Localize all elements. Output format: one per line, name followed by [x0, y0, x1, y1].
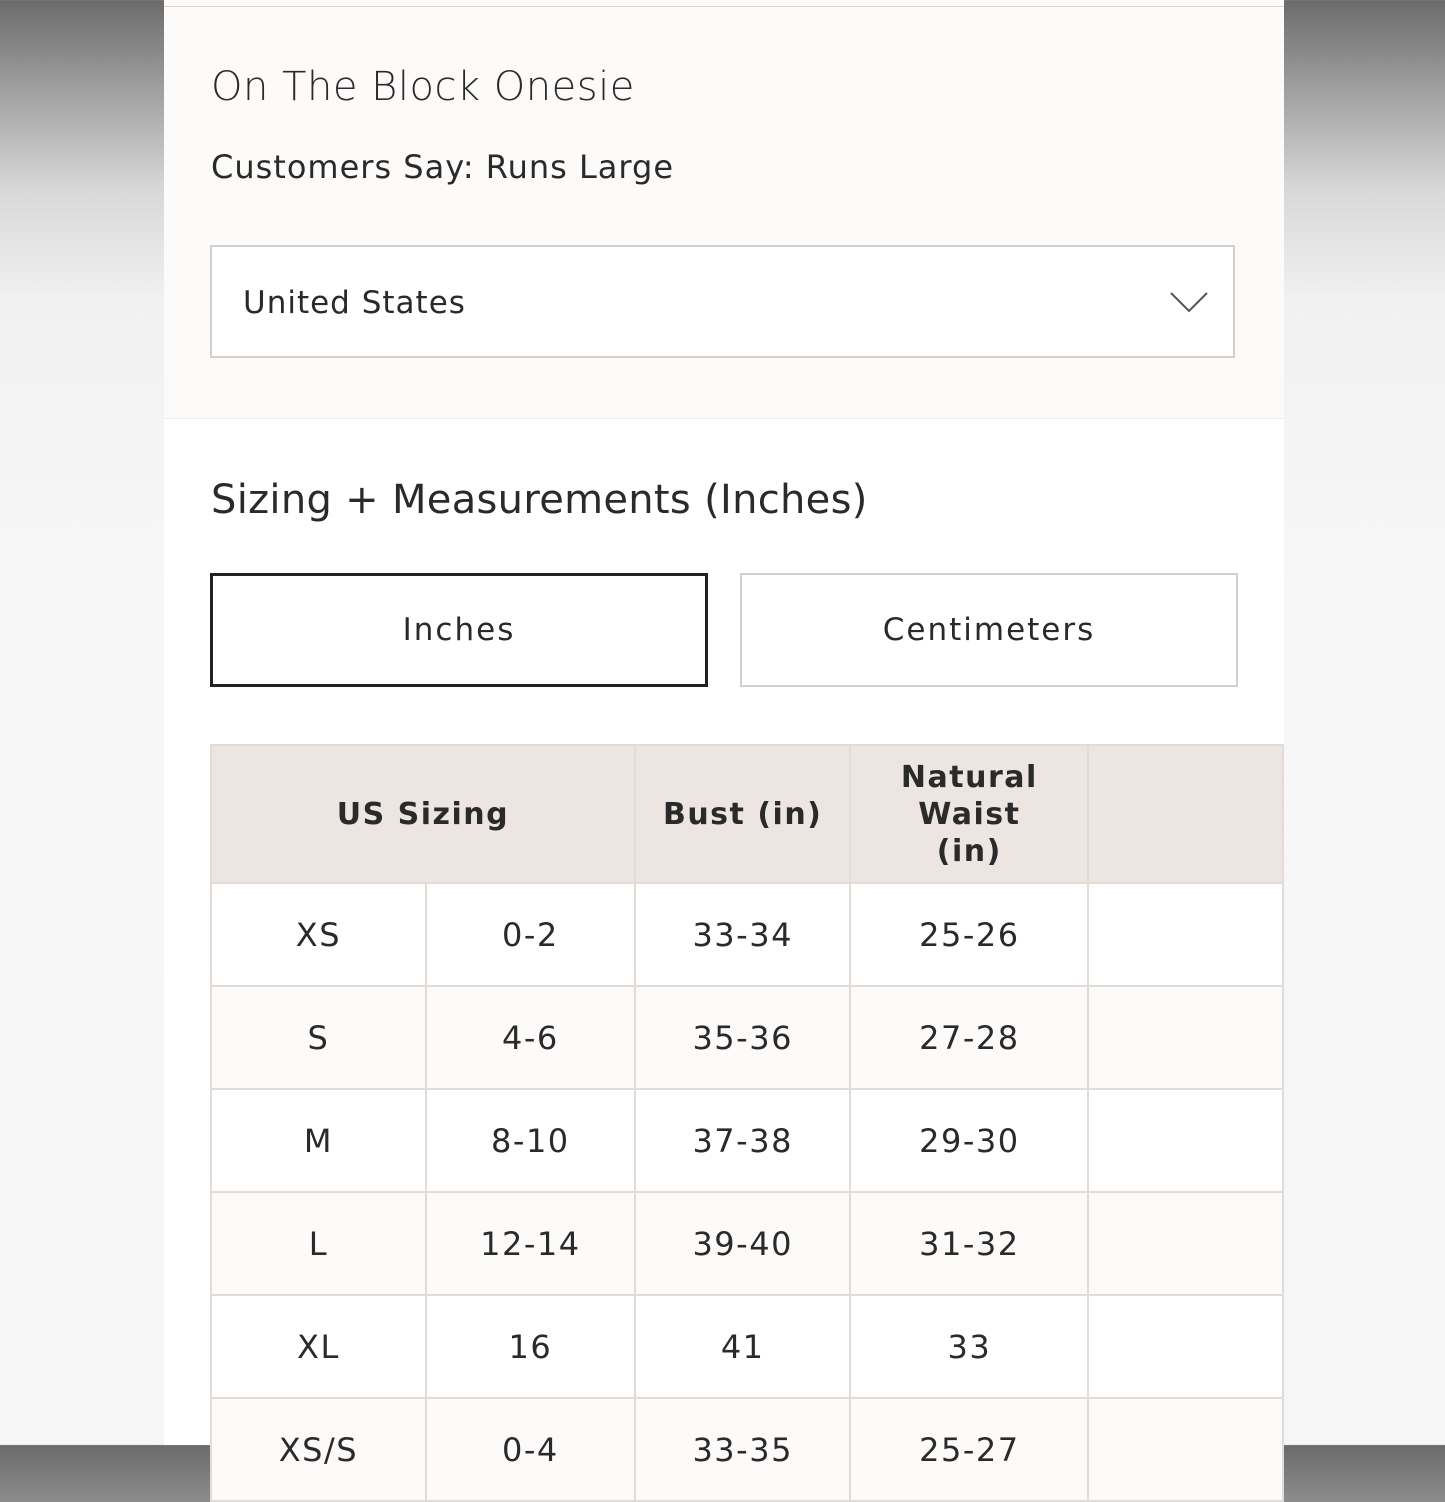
- cell-size-label: XS/S: [211, 1398, 426, 1501]
- cell-bust: 33-34: [635, 883, 851, 986]
- cell-size-label: M: [211, 1089, 426, 1192]
- cell-us-size: 0-4: [426, 1398, 635, 1501]
- cell-size-label: XL: [211, 1295, 426, 1398]
- cell-next-column: [1088, 1295, 1283, 1398]
- cell-us-size: 0-2: [426, 883, 635, 986]
- cell-bust: 35-36: [635, 986, 851, 1089]
- cell-natural-waist: 25-26: [850, 883, 1088, 986]
- table-row: [211, 1089, 1283, 1192]
- cell-next-column: [1088, 1398, 1283, 1501]
- cell-size-label: XS: [211, 883, 426, 986]
- header-us-sizing: US Sizing: [211, 745, 635, 883]
- table-row: [211, 986, 1283, 1089]
- country-select[interactable]: [210, 245, 1235, 358]
- table-row: [211, 1398, 1283, 1501]
- country-select-value: United States: [243, 285, 466, 321]
- cell-natural-waist: 33: [850, 1295, 1088, 1398]
- table-header-row: [211, 745, 1283, 883]
- cell-us-size: 8-10: [426, 1089, 635, 1192]
- product-header-section: [164, 0, 1284, 419]
- size-table: [210, 744, 1284, 1502]
- cell-natural-waist: 31-32: [850, 1192, 1088, 1295]
- cell-size-label: L: [211, 1192, 426, 1295]
- cell-bust: 37-38: [635, 1089, 851, 1192]
- cell-natural-waist: 27-28: [850, 986, 1088, 1089]
- header-next-column: [1088, 745, 1283, 883]
- centimeters-button[interactable]: Centimeters: [740, 573, 1238, 687]
- cell-bust: 41: [635, 1295, 851, 1398]
- table-row: [211, 1192, 1283, 1295]
- cell-us-size: 12-14: [426, 1192, 635, 1295]
- header-bust: Bust (in): [635, 745, 851, 883]
- inches-button[interactable]: Inches: [210, 573, 708, 687]
- header-natural-waist: [850, 745, 1088, 883]
- product-title: On The Block Onesie: [211, 64, 635, 110]
- cell-next-column: [1088, 883, 1283, 986]
- cell-us-size: 4-6: [426, 986, 635, 1089]
- cell-natural-waist: 25-27: [850, 1398, 1088, 1501]
- divider: [164, 6, 1284, 7]
- cell-next-column: [1088, 1089, 1283, 1192]
- cell-bust: 39-40: [635, 1192, 851, 1295]
- cell-next-column: [1088, 986, 1283, 1089]
- table-row: [211, 883, 1283, 986]
- size-guide-panel: [164, 0, 1284, 1469]
- cell-bust: 33-35: [635, 1398, 851, 1501]
- chevron-down-icon: [1169, 291, 1209, 313]
- section-title: Sizing + Measurements (Inches): [211, 477, 868, 523]
- table-row: [211, 1295, 1283, 1398]
- cell-natural-waist: 29-30: [850, 1089, 1088, 1192]
- cell-us-size: 16: [426, 1295, 635, 1398]
- cell-size-label: S: [211, 986, 426, 1089]
- fit-note: Customers Say: Runs Large: [211, 148, 674, 186]
- header-natural-waist-label: Natural Waist (in): [900, 759, 1038, 869]
- cell-next-column: [1088, 1192, 1283, 1295]
